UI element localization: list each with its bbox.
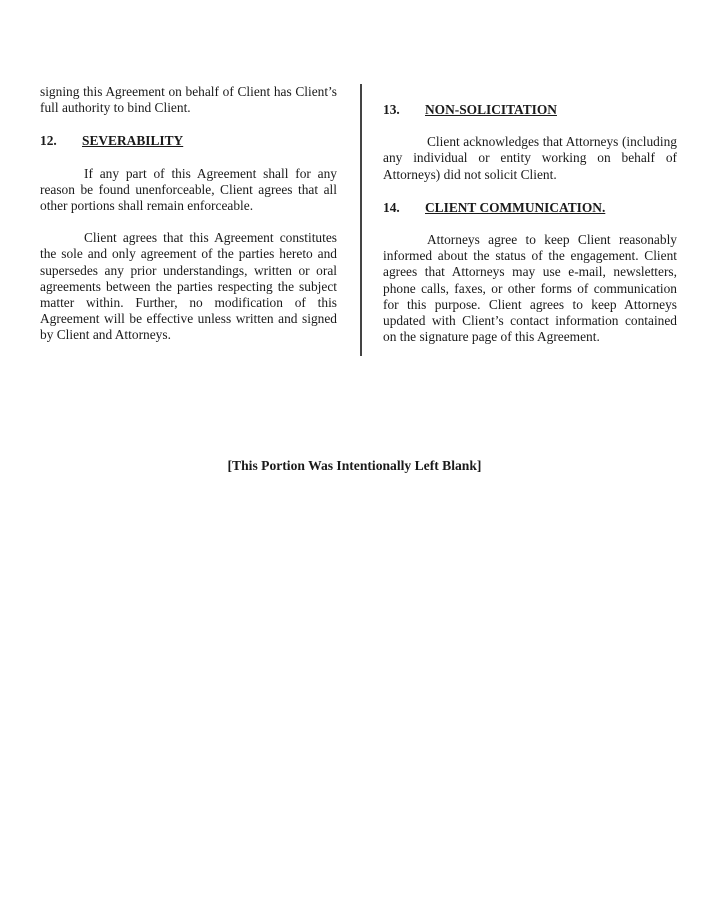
section-14-heading [383, 200, 677, 216]
section-12-paragraph-1: If any part of this Agreement shall for any reason be found unenforceable, Client agrees that all other portions shall remain enforceable. [40, 165, 337, 214]
section-13-heading [383, 102, 677, 118]
left-column [40, 84, 337, 344]
section-number: 12. [40, 133, 57, 149]
right-column [383, 102, 677, 345]
column-divider [360, 84, 362, 356]
continuation-text: signing this Agreement on behalf of Client has Client’s full authority to bind Client. [40, 84, 337, 116]
section-12-paragraph-2: Client agrees that this Agreement constitutes the sole and only agreement of the parties hereto and supersedes any prior understandings, written or oral agreements between the parties respecting the subject matter within. Further, no modification of this Agreement will be effective unless written and signed by Client and Attorneys. [40, 230, 337, 343]
section-12-heading [40, 133, 337, 149]
section-number: 13. [383, 102, 400, 117]
section-13-paragraph-1: Client acknowledges that Attorneys (including any individual or entity working on behalf of Attorneys) did not solicit Client. [383, 134, 677, 182]
section-title: SEVERABILITY [82, 133, 184, 149]
section-14-paragraph-1: Attorneys agree to keep Client reasonably informed about the status of the engagement. Client agrees that Attorneys may use e-mail, newsletters, phone calls, faxes, or other forms of communication for this purpose. Client agrees to keep Attorneys updated with Client’s contact information contained on the signature page of this Agreement. [383, 232, 677, 345]
section-title: CLIENT COMMUNICATION. [425, 199, 606, 215]
section-number: 14. [383, 199, 400, 215]
intentionally-blank-note: [This Portion Was Intentionally Left Blank] [227, 458, 482, 473]
section-title: NON-SOLICITATION [425, 102, 557, 117]
